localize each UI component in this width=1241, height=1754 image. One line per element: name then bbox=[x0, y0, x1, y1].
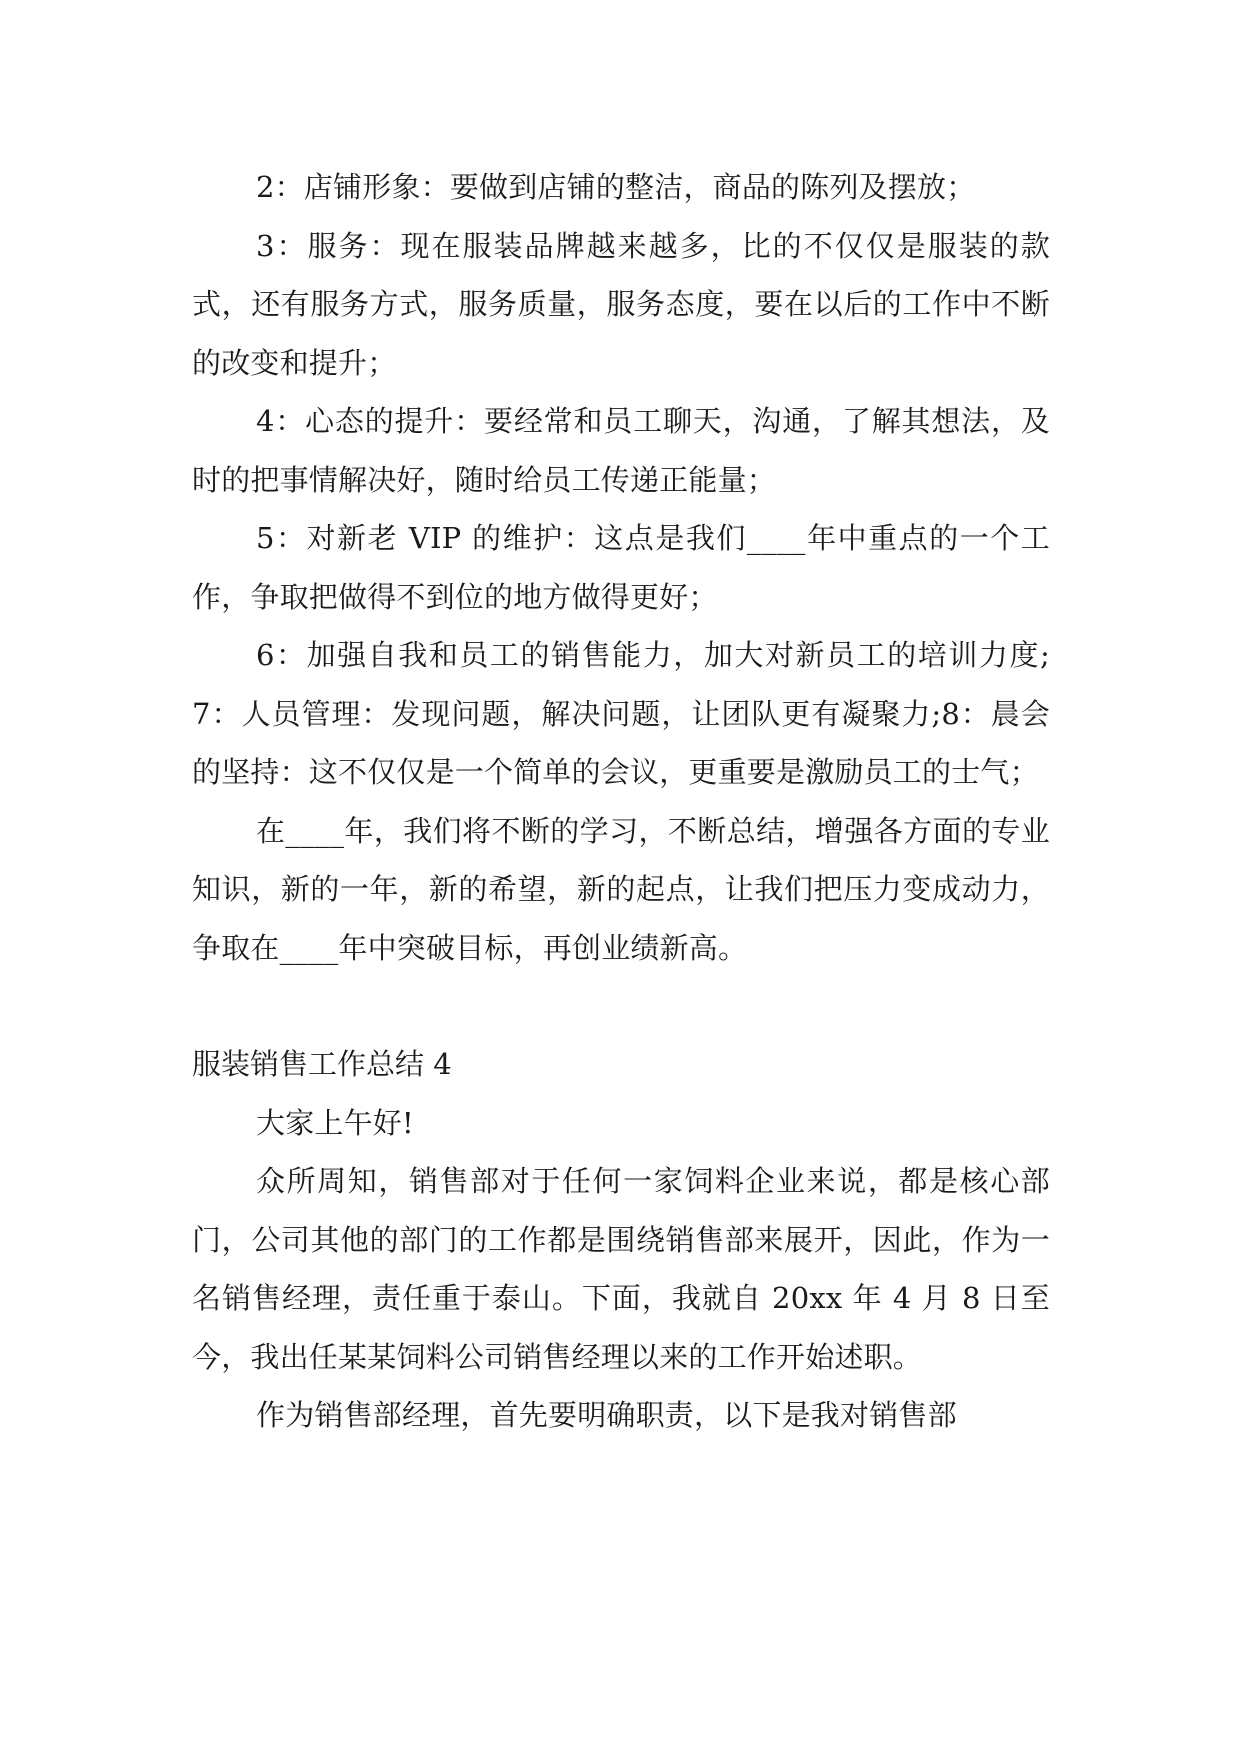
section-spacer bbox=[192, 977, 1050, 1035]
paragraph-sales-ability: 6：加强自我和员工的销售能力，加大对新员工的培训力度;7：人员管理：发现问题，解决问题，让团队更有凝聚力;8：晨会的坚持：这不仅仅是一个简单的会议，更重要是激励员工的士气； bbox=[192, 638, 1050, 789]
paragraph-vip-maintenance: 5：对新老 VIP 的维护：这点是我们____年中重点的一个工作，争取把做得不到位的地方做得更好； bbox=[192, 521, 1050, 614]
paragraph-intro: 众所周知，销售部对于任何一家饲料企业来说，都是核心部门，公司其他的部门的工作都是围绕销售部来展开，因此，作为一名销售经理，责任重于泰山。下面，我就自 20xx 年 4 月 8 日至今，我出任某某饲料公司销售经理以来的工作开始述职。 bbox=[192, 1164, 1050, 1374]
paragraph-mindset: 4：心态的提升：要经常和员工聊天，沟通，了解其想法，及时的把事情解决好，随时给员工传递正能量； bbox=[192, 404, 1050, 497]
paragraph-greeting: 大家上午好! bbox=[256, 1105, 414, 1140]
paragraph-new-year-goals: 在____年，我们将不断的学习，不断总结，增强各方面的专业知识，新的一年，新的希望，新的起点，让我们把压力变成动力，争取在____年中突破目标，再创业绩新高。 bbox=[192, 813, 1050, 965]
document-body bbox=[192, 158, 1050, 1445]
paragraph-service: 3：服务：现在服装品牌越来越多，比的不仅仅是服装的款式，还有服务方式，服务质量，服务态度，要在以后的工作中不断的改变和提升； bbox=[192, 228, 1050, 380]
paragraph-responsibilities: 作为销售部经理，首先要明确职责，以下是我对销售部 bbox=[256, 1398, 957, 1432]
paragraph-store-image: 2：店铺形象：要做到店铺的整洁，商品的陈列及摆放； bbox=[256, 170, 976, 204]
section-heading: 服装销售工作总结 4 bbox=[192, 1047, 452, 1081]
